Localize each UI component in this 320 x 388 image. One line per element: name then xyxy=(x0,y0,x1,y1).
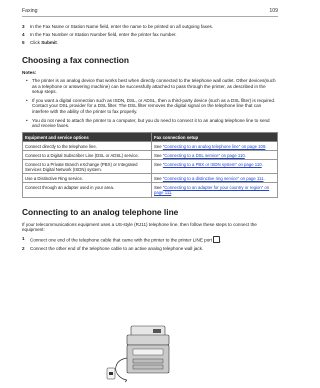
page-link[interactable]: “Connecting to a DSL service” on page 110 xyxy=(162,152,245,158)
phone-cable xyxy=(116,358,127,382)
step-item xyxy=(22,246,278,252)
equipment-cell: Connect directly to the telephone line. xyxy=(23,142,152,151)
step-text: Connect the other end of the telephone cable to an active analog telephone wall jack. xyxy=(30,245,204,251)
step-text: Connect one end of the telephone cable that came with the printer to the printer LINE port . xyxy=(30,237,222,243)
equipment-cell: Connect to a Digital Subscriber Line (DSL or ADSL) service. xyxy=(23,151,152,160)
step-number: 1 xyxy=(22,236,25,242)
table-row xyxy=(23,160,278,174)
setup-cell: See “Connecting to an adapter for your country or region” on page 111. xyxy=(152,183,278,197)
table-row xyxy=(23,183,278,197)
table-header: Fax connection setup xyxy=(152,133,278,142)
notes-label: Notes: xyxy=(22,70,37,76)
setup-cell: See “Connecting to a DSL service” on page 110. xyxy=(152,151,278,160)
line-port-icon xyxy=(213,236,220,243)
section-title: Choosing a fax connection xyxy=(22,55,130,66)
note-item: • If you want a digital connection such as ISDN, DSL, or ADSL, then a third-party device (such as a DSL filter) is required. Contact your DSL provider for a DSL filter. The DSL filter removes the digital signal on the telephone line that can interfere with the ability of the printer to fax properly. xyxy=(22,98,278,115)
note-text: You do not need to attach the printer to a computer, but you do need to connect it to an analog telephone line to send and receive faxes. xyxy=(32,117,270,129)
section-title: Connecting to an analog telephone line xyxy=(22,206,179,217)
step-item xyxy=(22,24,278,30)
step-number: 3 xyxy=(22,24,25,29)
setup-cell: See “Connecting to an analog telephone line” on page 109. xyxy=(152,142,278,151)
step-number: 5 xyxy=(22,39,25,45)
fax-connection-table xyxy=(22,132,278,198)
table-header: Equipment and service options xyxy=(23,133,152,142)
setup-cell: See “Connecting to a PBX or ISDN system” on page 110. xyxy=(152,160,278,174)
step-text: In the Fax Number or Station Number field, enter the printer fax number. xyxy=(30,31,177,37)
submit-term: Submit xyxy=(41,39,57,45)
table-row xyxy=(23,174,278,183)
section-name: Faxing xyxy=(22,8,38,14)
step-item xyxy=(22,236,278,244)
section-intro: If your telecommunications equipment uses a US-style (RJ11) telephone line, then follow these steps to connect the equipment: xyxy=(22,221,257,233)
setup-cell: See “Connecting to a distinctive ring service” on page 111. xyxy=(152,174,278,183)
note-item: • The printer is an analog device that works best when directly connected to the telephone wall outlet. Other devices(such as a telephone or answering machine) can be successfully attached to pass through the printer, as described in the setup steps. xyxy=(22,78,278,95)
step-text: Click Submit. xyxy=(30,39,59,45)
page-link[interactable]: “Connecting to a distinctive ring service” on page 111 xyxy=(162,175,264,181)
page-link[interactable]: “Connecting to an adapter for your country or region” on page 111 xyxy=(154,184,270,196)
printer-connection-illustration xyxy=(105,318,193,384)
page-link[interactable]: “Connecting to a PBX or ISDN system” on page 110 xyxy=(162,161,262,167)
equipment-cell: Connect to a Private Branch eXchange (PBX) or Integrated Services Digital Network (ISDN) system. xyxy=(23,160,152,174)
printer-icon xyxy=(127,326,169,373)
step-number: 4 xyxy=(22,31,25,37)
step-number: 2 xyxy=(22,245,25,251)
step-item xyxy=(22,40,278,46)
page-link[interactable]: “Connecting to an analog telephone line” on page 109 xyxy=(162,143,266,149)
equipment-cell: Use a Distinctive Ring service. xyxy=(23,174,152,183)
table-row xyxy=(23,142,278,151)
page-number: 109 xyxy=(269,8,278,14)
note-text: The printer is an analog device that works best when directly connected to the telephone wall outlet. Other devices(such as a telephone or answering machine) can be successfully attached to pass through the printer, as described in the setup steps. xyxy=(32,77,276,95)
table-row xyxy=(23,151,278,160)
step-text: In the Fax Name or Station Name field, enter the name to be printed on all outgoing faxes. xyxy=(30,24,214,29)
page-content xyxy=(22,24,278,254)
wall-jack-icon xyxy=(107,368,115,379)
equipment-cell: Connect through an adapter used in your area. xyxy=(23,183,152,197)
header-rule xyxy=(22,16,278,17)
note-text: If you want a digital connection such as ISDN, DSL, or ADSL, then a third-party device (such as a DSL filter) is required. Contact your DSL provider for a DSL filter. The DSL filter removes the digital signal on the telephone line that can interfere with the ability of the printer to fax properly. xyxy=(32,97,276,115)
step-item xyxy=(22,32,278,38)
note-item: • You do not need to attach the printer to a computer, but you do need to connect it to an analog telephone line to send and receive faxes. xyxy=(22,118,278,130)
